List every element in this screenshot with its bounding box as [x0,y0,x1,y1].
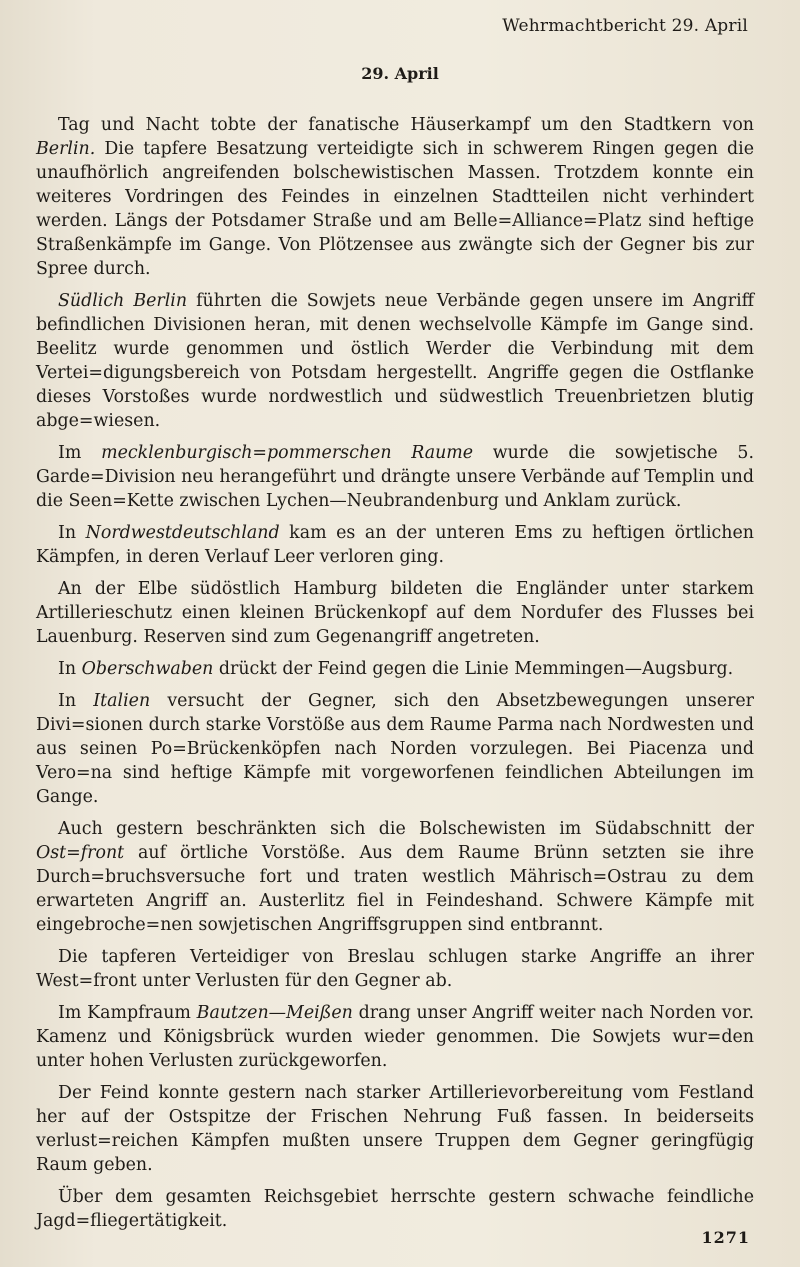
paragraph-text: Über dem gesamten Reichsgebiet herrschte gestern schwache feindliche Jagd=fliegertätigkeit. [36,1187,754,1231]
italic-place-name: Nordwestdeutschland [85,523,280,543]
paragraph-text: wurde die sowjetische 5. Garde=Division neu herangeführt und drängte unsere Verbände auf Templin und die Seen=Kette zwischen Lychen—Neubrandenburg und Anklam zurück. [36,443,755,511]
report-paragraph [36,577,754,649]
italic-place-name: Bautzen—Meißen [196,1003,353,1023]
paragraph-text: In [58,523,86,543]
report-paragraph [36,657,754,681]
paragraph-text: kam es an der unteren Ems zu heftigen örtlichen Kämpfen, in deren Verlauf Leer verloren ging. [36,523,754,567]
paragraph-text: führten die Sowjets neue Verbände gegen unsere im Angriff befindlichen Divisionen heran, mit denen wechselvolle Kämpfe im Gange sind. Beelitz wurde genommen und östlich Werder die Verbindung mit dem Vertei=digungsbereich von Potsdam hergestellt. Angriffe gegen die Ostflanke dieses Vorstoßes wurde nordwestlich und südwestlich Treuenbrietzen blutig abge=wiesen. [36,291,754,431]
paragraph-text: Im [58,443,102,463]
paragraph-text: Tag und Nacht tobte der fanatische Häuserkampf um den Stadtkern von [58,115,754,135]
report-paragraph [36,521,754,569]
paragraph-text: In [58,659,82,679]
report-body [36,113,754,1241]
paragraph-text: Die tapferen Verteidiger von Breslau schlugen starke Angriffe an ihrer West=front unter Verlusten für den Gegner ab. [36,947,754,991]
report-paragraph [36,441,754,513]
running-header: Wehrmachtbericht 29. April [502,16,748,36]
page-number: 1271 [701,1228,750,1247]
paragraph-text: An der Elbe südöstlich Hamburg bildeten die Engländer unter starkem Artillerieschutz einen kleinen Brückenkopf auf dem Nordufer des Flusses bei Lauenburg. Reserven sind zum Gegenangriff angetreten. [36,579,754,647]
date-heading: 29. April [361,64,439,83]
paragraph-text: Der Feind konnte gestern nach starker Artillerievorbereitung vom Festland her auf der Ostspitze der Frischen Nehrung Fuß fassen. In beiderseits verlust=reichen Kämpfen mußten unsere Truppen dem Gegner geringfügig Raum geben. [36,1083,754,1175]
italic-place-name: Italien [93,691,151,711]
report-paragraph [36,945,754,993]
report-paragraph [36,1001,754,1073]
paragraph-text: versucht der Gegner, sich den Absetzbewegungen unserer Divi=sionen durch starke Vorstöße aus dem Raume Parma nach Nordwesten und aus seinen Po=Brückenköpfen nach Norden vorzulegen. Bei Piacenza und Vero=na sind heftige Kämpfe mit vorgeworfenen feindlichen Abteilungen im Gange. [36,691,754,807]
paragraph-text: drang unser Angriff weiter nach Norden vor. Kamenz und Königsbrück wurden wieder genommen. Die Sowjets wur=den unter hohen Verlusten zurückgeworfen. [36,1003,754,1071]
paragraph-text: auf örtliche Vorstöße. Aus dem Raume Brünn setzten sie ihre Durch=bruchsversuche fort und traten westlich Mährisch=Ostrau zu dem erwarteten Angriff an. Austerlitz fiel in Feindeshand. Schwere Kämpfe mit eingebroche=nen sowjetischen Angriffsgruppen sind entbrannt. [36,843,754,935]
paragraph-text: Im Kampfraum [58,1003,197,1023]
italic-place-name: Berlin. [36,139,96,159]
italic-place-name: Oberschwaben [81,659,214,679]
paragraph-text: In [58,691,94,711]
report-paragraph [36,289,754,433]
report-paragraph [36,113,754,281]
paragraph-text: Auch gestern beschränkten sich die Bolschewisten im Südabschnitt der [58,819,754,839]
report-paragraph [36,817,754,937]
italic-place-name: mecklenburgisch=pommerschen Raume [101,443,474,463]
paragraph-text: drückt der Feind gegen die Linie Memmingen—Augsburg. [213,659,734,679]
report-paragraph [36,1185,754,1233]
report-paragraph [36,689,754,809]
report-paragraph [36,1081,754,1177]
paragraph-text: Die tapfere Besatzung verteidigte sich in schwerem Ringen gegen die unaufhörlich angreifenden bolschewistischen Massen. Trotzdem konnte ein weiteres Vordringen des Feindes in einzelnen Stadtteilen nicht verhindert werden. Längs der Potsdamer Straße und am Belle=Alliance=Platz sind heftige Straßenkämpfe im Gange. Von Plötzensee aus zwängte sich der Gegner bis zur Spree durch. [36,139,754,279]
italic-place-name: Ost=front [36,843,125,863]
italic-place-name: Südlich Berlin [58,291,188,311]
